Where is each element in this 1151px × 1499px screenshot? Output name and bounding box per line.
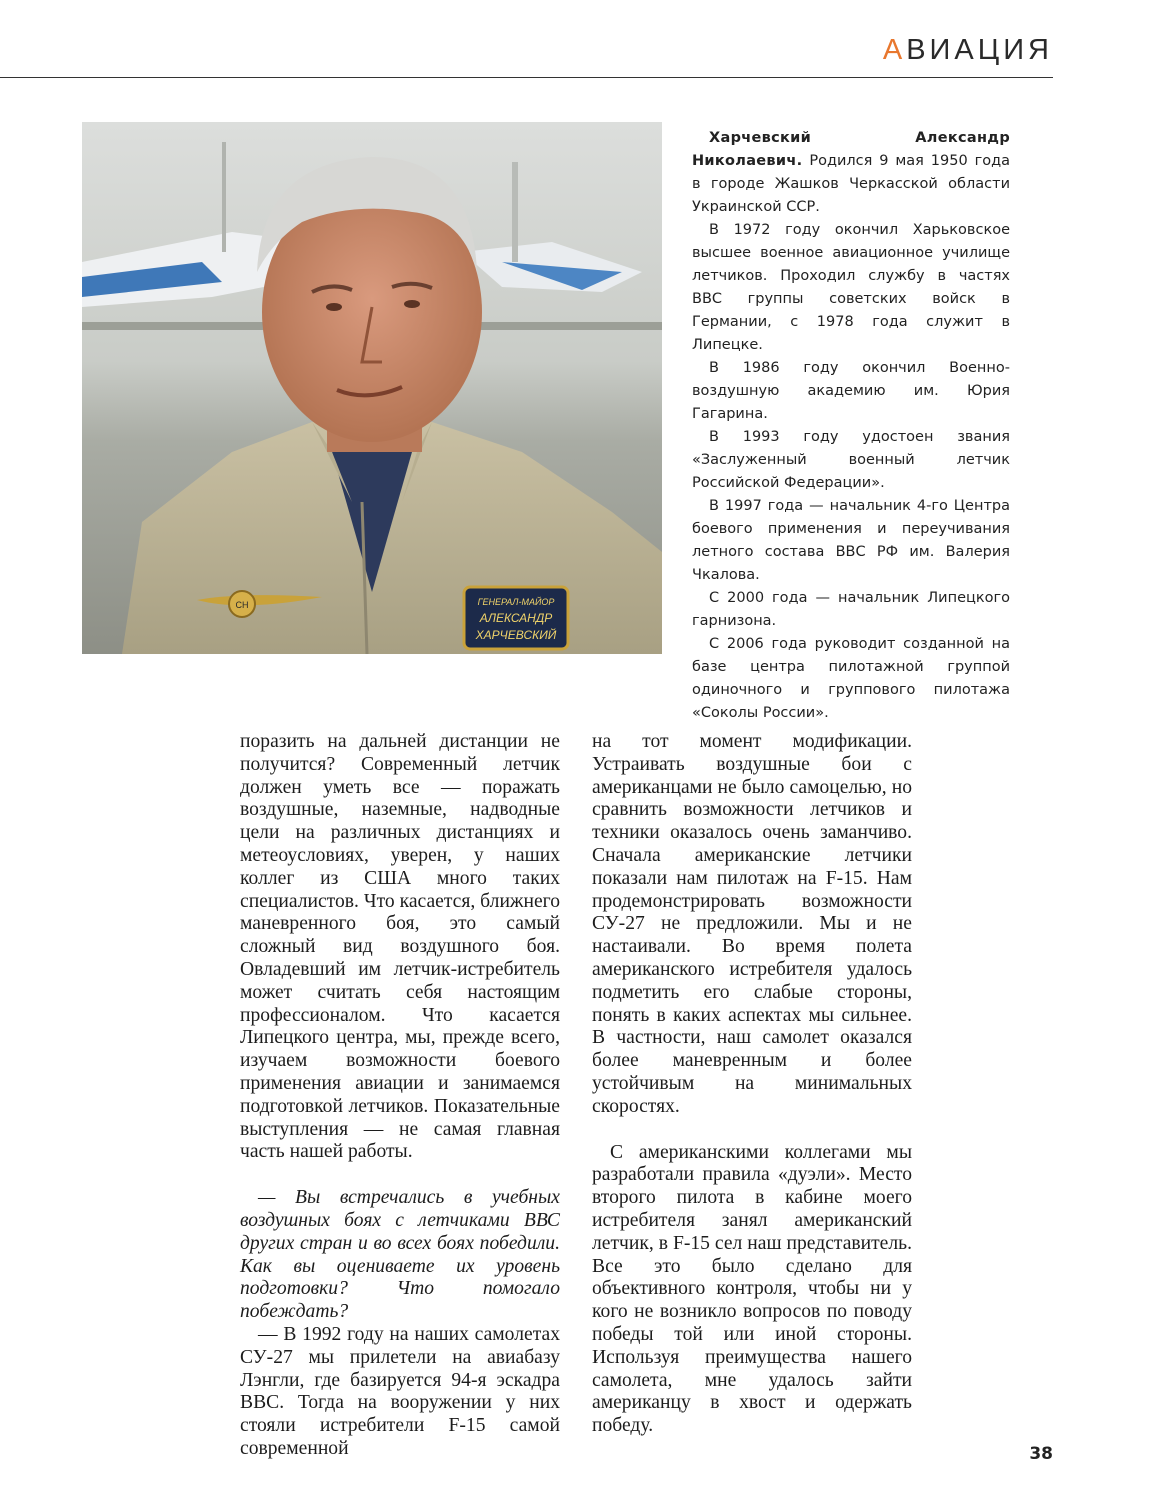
- bio-paragraph-4: В 1993 году удостоен звания «Заслуженный военный летчик Российской Федерации».: [692, 429, 1010, 491]
- bio-birth: Родился 9 мая 1950 года в городе Жашков Черкасской области Украинской ССР.: [692, 153, 1010, 215]
- section-title: [883, 34, 1053, 67]
- interview-answer: — В 1992 году на наших самолетах СУ-27 мы прилетели на авиабазу Лэнгли, где базируется 94-я эскадра ВВС. Тогда на вооружении у них стояли истребители F-15 самой современной: [240, 1323, 560, 1459]
- bio-paragraph-3: В 1986 году окончил Военно-воздушную академию им. Юрия Гагарина.: [692, 360, 1010, 422]
- interview-question: — Вы встречались в учебных воздушных боях с летчиками ВВС других стран и во всех боях победили. Как вы оцениваете их уровень подготовки? Что помогало побеждать?: [240, 1187, 560, 1323]
- badge-rank: ГЕНЕРАЛ-МАЙОР: [477, 597, 555, 607]
- section-title-rest: ВИАЦИЯ: [906, 34, 1053, 66]
- article-paragraph: поразить на дальней дистанции не получится? Современный летчик должен уметь все — поражать воздушные, наземные, надводные цели на различных дистанциях и метеоусловиях, уверен, у наших коллег из США много таких специалистов. Что касается, ближнего маневренного боя, это самый сложный вид воздушного боя. Овладевший им летчик-истребитель может считать себя настоящим профессионалом. Что касается Липецкого центра, мы, прежде всего, изучаем возможности боевого применения авиации и занимаемся подготовкой летчиков. Показательные выступления — не самая главная часть нашей работы.: [240, 731, 560, 1163]
- biography-block: [692, 127, 1010, 725]
- bio-paragraph-6: С 2000 года — начальник Липецкого гарнизона.: [692, 590, 1010, 629]
- article-column-right: [592, 731, 912, 1438]
- bio-paragraph-7: С 2006 года руководит созданной на базе центра пилотажной группой одиночного и группового пилотажа «Соколы России».: [692, 636, 1010, 721]
- bio-name: Харчевский Александр Николаевич.: [692, 130, 1010, 169]
- article-paragraph: С американскими коллегами мы разработали правила «дуэли». Место второго пилота в кабине моего истребителя занял американский летчик, в F-15 сел наш представитель. Все это было сделано для объективного контроля, чтобы ни у кого не возникло вопросов по поводу победы той или иной стороны. Используя преимущества нашего самолета, мне удалось зайти американцу в хвост и одержать победу.: [592, 1141, 912, 1437]
- page-number: 38: [1029, 1444, 1053, 1464]
- portrait-photo: [82, 122, 662, 654]
- section-title-accent: А: [882, 34, 907, 66]
- article-paragraph: на тот момент модификации. Устраивать воздушные бои с американцами не было самоцелью, но сравнить возможности летчиков и техники оказалось очень заманчиво. Сначала американские летчики показали нам пилотаж на F-15. Нам продемонстрировать возможности СУ-27 не предложили. Мы и не настаивали. Во время полета американского истребителя удалось подметить его слабые стороны, понять в каких аспектах мы сильнее. В частности, наш самолет оказался более маневренным и более устойчивым на минимальных скоростях.: [592, 731, 912, 1117]
- badge-lastname: ХАРЧЕВСКИЙ: [475, 628, 557, 642]
- header-divider: [0, 77, 1053, 78]
- wings-pin-text: СН: [235, 600, 249, 610]
- article-column-left: [240, 731, 560, 1461]
- bio-paragraph-5: В 1997 года — начальник 4-го Центра боевого применения и переучивания летного состава ВВС РФ им. Валерия Чкалова.: [692, 498, 1010, 583]
- bio-paragraph-2: В 1972 году окончил Харьковское высшее военное авиационное училище летчиков. Проходил службу в частях ВВС группы советских войск в Германии, с 1978 года служит в Липецке.: [692, 222, 1010, 353]
- bio-paragraph-1: [692, 127, 1010, 219]
- badge-firstname: АЛЕКСАНДР: [479, 611, 553, 625]
